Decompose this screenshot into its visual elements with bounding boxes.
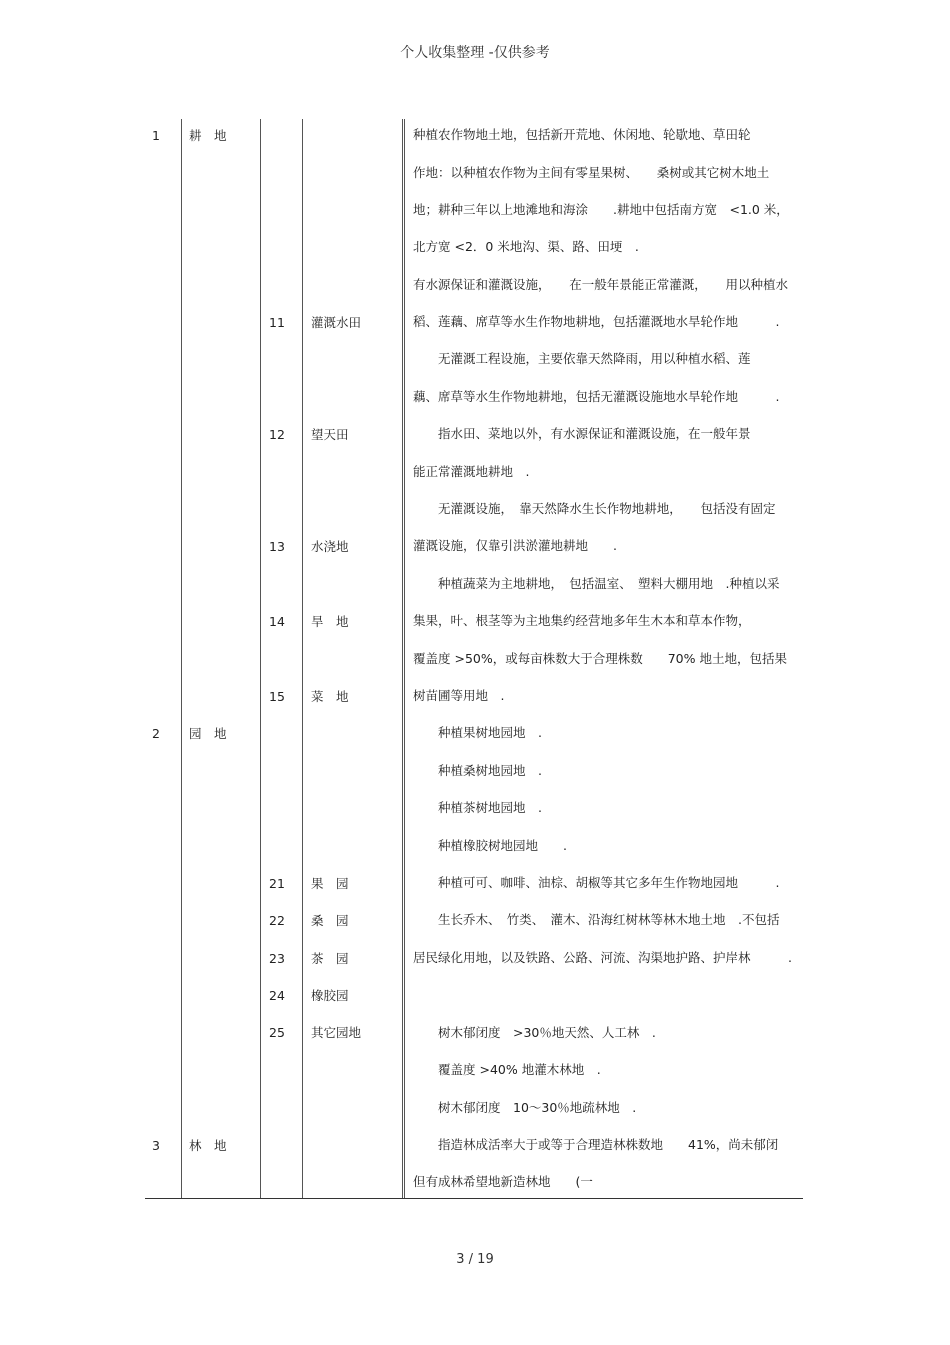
category-name: 果 园 [311, 876, 349, 891]
category-name: 其它园地 [311, 1025, 362, 1040]
description-line: 但有成林希望地新造林地 (一 [413, 1174, 593, 1189]
category-name: 水浇地 [311, 539, 349, 554]
description-line: 种植果树地园地 . [413, 725, 542, 740]
description-line: 树木郁闭度 10～30％地疏林地 . [413, 1100, 637, 1115]
description-line: 集果，叶、根茎等为主地集约经营地多年生木本和草本作物， [413, 613, 751, 628]
description-line: 能正常灌溉地耕地 . [413, 464, 530, 479]
category-code: 25 [269, 1025, 285, 1040]
description-line: 作地：以种植农作物为主间有零星果树、 桑树或其它树木地土 [413, 165, 770, 180]
column-divider [260, 119, 261, 1199]
category-code: 22 [269, 913, 285, 928]
description-line: 有水源保证和灌溉设施， 在一般年景能正常灌溉， 用以种植水 [413, 277, 789, 292]
description-line: 树苗圃等用地 . [413, 688, 505, 703]
description-line: 种植可可、咖啡、油棕、胡椒等其它多年生作物地园地 . [413, 875, 780, 890]
category-code: 14 [269, 614, 285, 629]
description-line: 覆盖度 >40% 地灌木林地 . [413, 1062, 601, 1077]
category-name: 菜 地 [311, 689, 349, 704]
description-line: 种植农作物地土地，包括新开荒地、休闲地、轮歇地、草田轮 [413, 127, 751, 142]
description-line: 种植茶树地园地 . [413, 800, 542, 815]
category-name: 望天田 [311, 427, 349, 442]
category-code: 3 [152, 1138, 160, 1153]
column-divider [181, 119, 182, 1199]
description-line: 藕、席草等水生作物地耕地，包括无灌溉设施地水旱轮作地 . [413, 389, 780, 404]
category-code: 13 [269, 539, 285, 554]
description-line: 无灌溉设施， 靠天然降水生长作物地耕地， 包括没有固定 [413, 501, 776, 516]
description-line: 指造林成活率大于或等于合理造林株数地 41%，尚未郁闭 [413, 1137, 779, 1152]
category-code: 21 [269, 876, 285, 891]
description-line: 种植蔬菜为主地耕地， 包括温室、 塑料大棚用地 .种植以采 [413, 576, 780, 591]
description-line: 种植桑树地园地 . [413, 763, 542, 778]
column-divider [302, 119, 303, 1199]
category-code: 12 [269, 427, 285, 442]
category-name: 灌溉水田 [311, 315, 362, 330]
page-header: 个人收集整理 -仅供参考 [400, 45, 550, 61]
description-line: 地；耕种三年以上地滩地和海涂 .耕地中包括南方宽 <1.0 米， [413, 202, 789, 217]
column-divider [402, 119, 405, 1199]
description-line: 灌溉设施，仅靠引洪淤灌地耕地 . [413, 538, 617, 553]
description-line: 无灌溉工程设施，主要依靠天然降雨，用以种植水稻、莲 [413, 351, 751, 366]
page-number: 3 / 19 [456, 1252, 494, 1267]
description-line: 居民绿化用地，以及铁路、公路、河流、沟渠地护路、护岸林 . [413, 950, 792, 965]
description-line: 覆盖度 >50%，或每亩株数大于合理株数 70% 地土地，包括果 [413, 651, 787, 666]
description-line: 种植橡胶树地园地 . [413, 838, 567, 853]
category-name: 桑 园 [311, 913, 349, 928]
category-name: 林 地 [189, 1138, 227, 1153]
category-code: 11 [269, 315, 285, 330]
category-code: 15 [269, 689, 285, 704]
description-line: 稻、莲藕、席草等水生作物地耕地，包括灌溉地水旱轮作地 . [413, 314, 780, 329]
category-code: 1 [152, 128, 160, 143]
description-line: 生长乔木、 竹类、 灌木、沿海红树林等林木地土地 .不包括 [413, 912, 780, 927]
category-code: 24 [269, 988, 285, 1003]
category-name: 橡胶园 [311, 988, 349, 1003]
category-code: 2 [152, 726, 160, 741]
category-name: 园 地 [189, 726, 227, 741]
category-name: 旱 地 [311, 614, 349, 629]
table-bottom-rule [145, 1198, 803, 1199]
description-line: 北方宽 <2．0 米地沟、渠、路、田埂 . [413, 239, 639, 254]
category-name: 茶 园 [311, 951, 349, 966]
description-line: 树木郁闭度 >30％地天然、人工林 . [413, 1025, 656, 1040]
category-name: 耕 地 [189, 128, 227, 143]
category-code: 23 [269, 951, 285, 966]
description-line: 指水田、菜地以外，有水源保证和灌溉设施，在一般年景 [413, 426, 751, 441]
